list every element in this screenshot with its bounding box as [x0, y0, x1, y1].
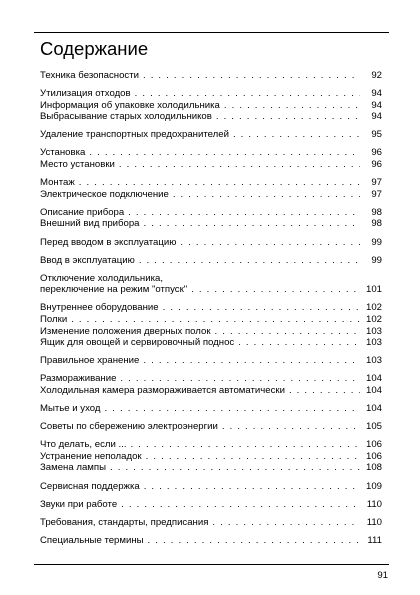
- toc-group: [40, 499, 382, 511]
- toc-entry-page: 102: [365, 302, 382, 314]
- toc-entry-label: Сервисная поддержка: [40, 480, 140, 492]
- dot-leader: [222, 421, 360, 433]
- toc-entry[interactable]: [40, 403, 382, 415]
- toc-entry-label: Удаление транспортных предохранителей: [40, 129, 229, 141]
- toc-entry[interactable]: [40, 462, 382, 474]
- dot-leader: [215, 326, 360, 338]
- toc-group: [40, 535, 382, 547]
- toc-group: [40, 237, 382, 249]
- toc-entry-label: Электрическое подключение: [40, 188, 169, 200]
- toc-entry-label: переключение на режим "отпуск": [40, 284, 188, 296]
- dot-leader: [89, 147, 360, 159]
- toc-entry[interactable]: [40, 337, 382, 349]
- toc-entry[interactable]: [40, 326, 382, 338]
- toc-entry-label: Устранение неполадок: [40, 450, 142, 462]
- toc-entry-label: Выбрасывание старых холодильников: [40, 111, 212, 123]
- toc-entry-page: 109: [365, 480, 382, 492]
- toc-entry-label: Внешний вид прибора: [40, 218, 140, 230]
- dot-leader: [224, 100, 360, 112]
- toc-entry[interactable]: [40, 207, 382, 219]
- toc-entry-label: Замена лампы: [40, 462, 106, 474]
- toc-entry[interactable]: [40, 499, 382, 511]
- toc-entry-label: Холодильная камера размораживается автоматически: [40, 384, 285, 396]
- toc-entry[interactable]: [40, 385, 382, 397]
- toc-entry-page: 94: [371, 111, 382, 123]
- toc-entry-page: 94: [371, 99, 382, 111]
- toc-entry-page: 106: [365, 439, 382, 451]
- toc-entry-page: 101: [365, 284, 382, 296]
- page-number: 91: [377, 570, 388, 581]
- toc-entry-page: 103: [365, 337, 382, 349]
- toc-entry-page: 105: [365, 421, 382, 433]
- toc-entry-label: Полки: [40, 314, 68, 325]
- toc-entry-page: 92: [371, 70, 382, 81]
- toc-entry-label: Мытье и уход: [40, 403, 101, 415]
- toc-entry-page: 99: [371, 236, 382, 248]
- toc-entry-page: 104: [365, 403, 382, 415]
- toc-entry-page: 102: [365, 314, 382, 325]
- toc-entry[interactable]: [40, 189, 382, 201]
- toc-group: [40, 88, 382, 123]
- toc-entry-page: 108: [365, 462, 382, 474]
- dot-leader: [146, 451, 360, 463]
- toc-entry[interactable]: [40, 421, 382, 433]
- toc-entry-label: Отключение холодильника,: [40, 272, 163, 284]
- toc-entry-label: Размораживание: [40, 373, 117, 385]
- toc-entry-label: Описание прибора: [40, 206, 125, 218]
- dot-leader: [180, 237, 360, 249]
- toc-entry-label: Требования, стандарты, предписания: [40, 516, 209, 528]
- toc-entry-page: 99: [371, 254, 382, 266]
- toc-entry-label: Специальные термины: [40, 534, 144, 546]
- toc-entry-label: Перед вводом в эксплуатацию: [40, 236, 177, 248]
- toc-entry[interactable]: [40, 517, 382, 529]
- dot-leader: [143, 355, 360, 367]
- toc-entry-label: Что делать, если ...: [40, 439, 127, 451]
- toc-entry[interactable]: [40, 111, 382, 123]
- dot-leader: [119, 159, 360, 171]
- toc-entry-page: 98: [371, 206, 382, 218]
- toc-entry-label: Место установки: [40, 159, 115, 171]
- dot-leader: [110, 462, 360, 474]
- page-title: Содержание: [40, 38, 149, 59]
- toc-group: [40, 255, 382, 267]
- toc-group: [40, 403, 382, 415]
- toc-entry-page: 103: [365, 325, 382, 337]
- toc-entry-page: 111: [367, 534, 382, 546]
- toc-entry[interactable]: [40, 273, 382, 285]
- toc-entry[interactable]: [40, 237, 382, 249]
- toc-entry-page: 97: [371, 177, 382, 189]
- toc-entry-page: 104: [365, 384, 382, 396]
- toc-entry[interactable]: [40, 177, 382, 189]
- toc-entry-page: 110: [366, 516, 382, 528]
- bottom-rule: [34, 564, 389, 565]
- toc-entry-page: 106: [365, 450, 382, 462]
- toc-entry[interactable]: [40, 373, 382, 385]
- toc-group: [40, 273, 382, 296]
- toc-entry[interactable]: [40, 439, 382, 451]
- dot-leader: [233, 129, 360, 141]
- top-rule: [34, 32, 389, 33]
- toc-entry[interactable]: [40, 255, 382, 267]
- toc-entry-label: Правильное хранение: [40, 355, 140, 367]
- toc-entry-label: Звуки при работе: [40, 498, 118, 510]
- table-of-contents: [40, 70, 382, 553]
- toc-entry-page: 94: [371, 88, 382, 100]
- toc-entry[interactable]: [40, 147, 382, 159]
- toc-entry[interactable]: [40, 314, 382, 326]
- toc-entry-label: Техника безопасности: [40, 70, 139, 81]
- dot-leader: [148, 535, 360, 547]
- dot-leader: [139, 255, 360, 267]
- toc-entry-page: 104: [365, 373, 382, 385]
- toc-entry-label: Информация об упаковке холодильника: [40, 99, 220, 111]
- toc-entry-label: Изменение положения дверных полок: [40, 325, 211, 337]
- toc-group: [40, 421, 382, 433]
- toc-group: [40, 207, 382, 230]
- toc-group: [40, 481, 382, 493]
- toc-entry-label: Утилизация отходов: [40, 88, 131, 100]
- toc-entry-label: Ящик для овощей и сервировочный поднос: [40, 337, 235, 349]
- toc-entry[interactable]: [40, 159, 382, 171]
- toc-group: [40, 302, 382, 348]
- toc-entry-page: 96: [371, 159, 382, 171]
- toc-entry[interactable]: [40, 535, 382, 547]
- toc-group: [40, 147, 382, 170]
- toc-entry-label: Монтаж: [40, 177, 75, 189]
- dot-leader: [191, 284, 360, 296]
- dot-leader: [135, 88, 360, 100]
- toc-entry-page: 95: [371, 129, 382, 141]
- toc-entry[interactable]: [40, 355, 382, 367]
- dot-leader: [121, 499, 360, 511]
- toc-entry[interactable]: [40, 481, 382, 493]
- toc-entry[interactable]: [40, 70, 382, 82]
- toc-entry-label: Советы по сбережению электроэнергии: [40, 421, 218, 433]
- dot-leader: [143, 70, 360, 82]
- toc-entry-label: Внутреннее оборудование: [40, 302, 159, 314]
- toc-entry[interactable]: [40, 88, 382, 100]
- toc-group: [40, 439, 382, 474]
- dot-leader: [173, 189, 360, 201]
- toc-entry[interactable]: [40, 284, 382, 296]
- toc-group: [40, 373, 382, 396]
- toc-entry-page: 103: [365, 355, 382, 367]
- dot-leader: [79, 177, 360, 189]
- toc-entry[interactable]: [40, 302, 382, 314]
- toc-entry-page: 96: [371, 147, 382, 159]
- toc-entry[interactable]: [40, 218, 382, 230]
- dot-leader: [128, 207, 360, 219]
- toc-group: [40, 355, 382, 367]
- dot-leader: [212, 517, 360, 529]
- toc-entry[interactable]: [40, 451, 382, 463]
- toc-group: [40, 517, 382, 529]
- dot-leader: [120, 373, 360, 385]
- dot-leader: [289, 385, 360, 397]
- dot-leader: [144, 481, 360, 493]
- dot-leader: [216, 111, 360, 123]
- toc-entry-page: 110: [366, 498, 382, 510]
- dot-leader: [131, 439, 361, 451]
- toc-group: [40, 177, 382, 200]
- toc-entry-label: Установка: [40, 147, 86, 159]
- dot-leader: [144, 218, 360, 230]
- dot-leader: [105, 403, 360, 415]
- toc-entry[interactable]: [40, 129, 382, 141]
- toc-entry-page: 98: [371, 218, 382, 230]
- dot-leader: [238, 337, 360, 349]
- toc-entry-label: Ввод в эксплуатацию: [40, 254, 135, 266]
- dot-leader: [71, 314, 360, 326]
- toc-entry[interactable]: [40, 100, 382, 112]
- toc-entry-page: 97: [371, 188, 382, 200]
- toc-group: [40, 129, 382, 141]
- toc-group: [40, 70, 382, 82]
- dot-leader: [163, 302, 360, 314]
